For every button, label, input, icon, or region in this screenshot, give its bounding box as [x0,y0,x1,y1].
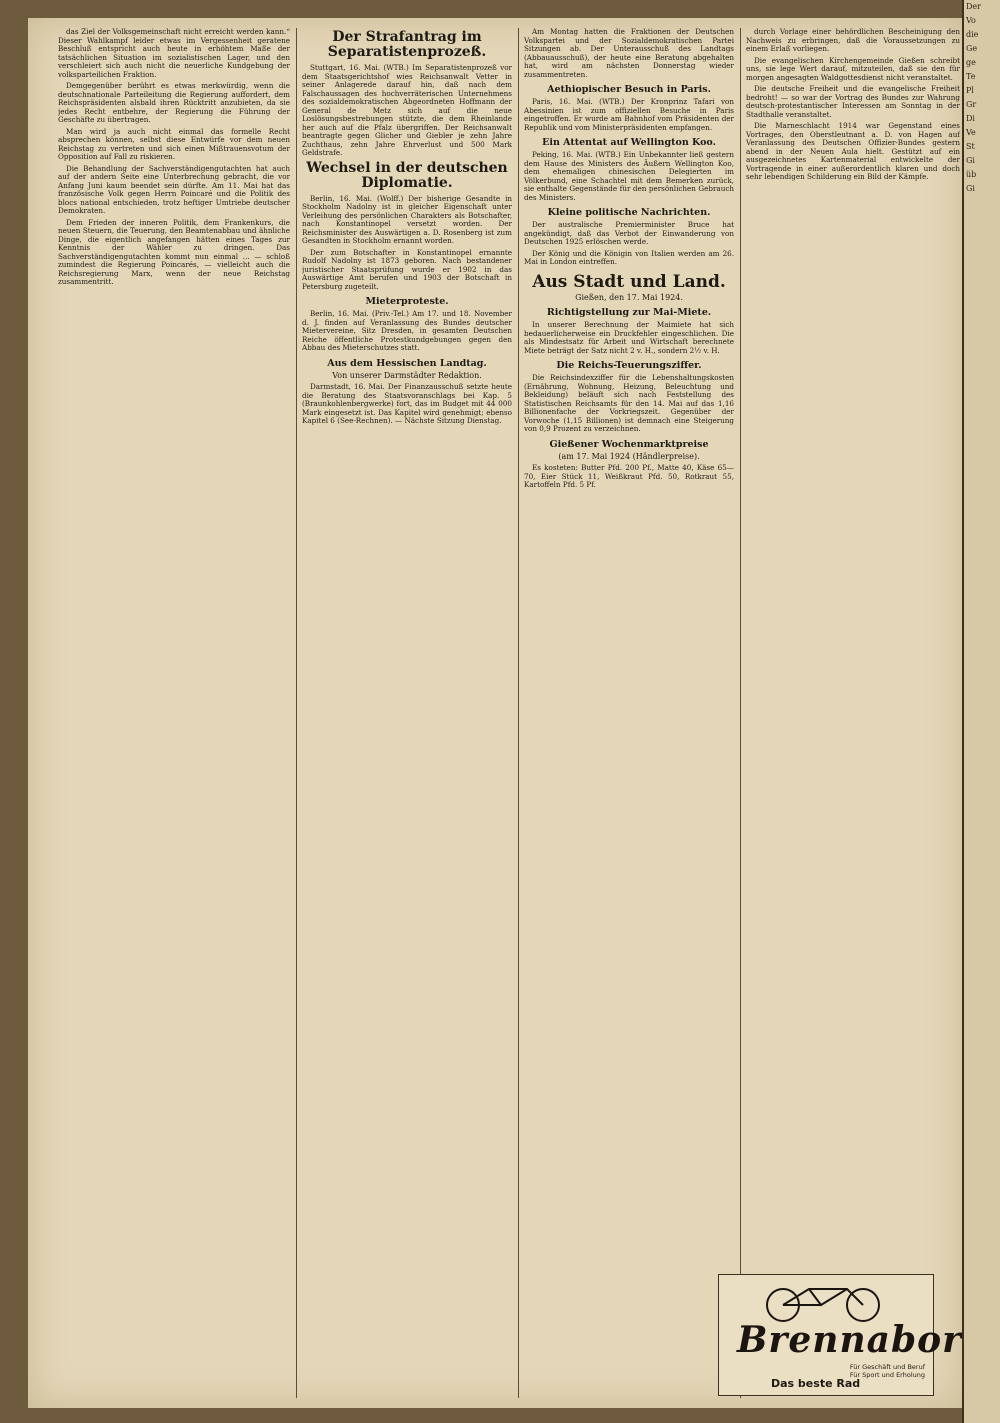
headline-attack-koo: Ein Attentat auf Wellington Koo. [542,137,716,148]
article-paragraph: Stuttgart, 16. Mai. (WTB.) Im Separatistenprozeß vor dem Staatsgerichtshof wies Reichsanwalt Vetter in seiner Anlagerede darauf hin, daß nach dem Falschaussagen des hochverräterischen Unternehmens des sozialdemokratischen Abgeordneten Hoffmann der General de Metz sich auf die neue Loslösungsbestrebungen stützte, die dem Rheinlande her auch auf die Pfalz übergriffen. Der Reichsanwalt beantragte gegen Glicher und Giebler je zehn Jahre Zuchthaus, zehn Jahre Ehrverlust und 500 Mark Geldstrafe. [302,63,512,157]
brennabor-advertisement [718,1274,963,1396]
headline-political-news: Kleine politische Nachrichten. [547,207,711,218]
article-paragraph: Die deutsche Freiheit und die evangelische Freiheit bedroht! — so war der Vortrag des Bundes zur Wahrung deutsch-protestantischer Interessen am Sonntag in der Stadthalle veranstaltet. [746,84,960,119]
column-divider [296,28,297,1398]
column-2 [302,28,512,1398]
subhead: (am 17. Mai 1924 (Händlerpreise). [558,451,700,461]
edge-text: die [966,30,979,39]
edge-text: üb [966,170,977,179]
ad-subtext-line: Für Sport und Erholung [849,1371,925,1379]
article-paragraph: Berlin, 16. Mai. (Priv.-Tel.) Am 17. und 18. November d. J. finden auf Veranlassung des Bundes deutscher Mietervereine, Sitz Dresden, in gesamten Deutschen Reiche öffentliche Protestkundgebungen gegen den Abbau des Mieterschutzes statt. [302,309,512,352]
headline-separatist-trial: Der Strafantrag im Separatistenprozeß. [327,29,487,60]
column-3 [524,28,734,1398]
article-paragraph: Die Reichsindexziffer für die Lebenshaltungskosten (Ernährung, Wohnung, Heizung, Beleuchtung und Bekleidung) beläuft sich nach Feststellung des Statistischen Reichsamts für den 14. Mai auf das 1,16 Billionenfache der Vorkriegszeit. Gegenüber der Vorwoche (1,15 Billionen) ist demnach eine Steigerung von 0,9 Prozent zu verzeichnen. [524,373,734,433]
bicycle-icon [759,1279,889,1323]
edge-text: Pl [966,86,974,95]
edge-text: Te [966,72,976,81]
article-paragraph: Die Behandlung der Sachverständigengutachten hat auch auf der andern Seite eine Unterbrechung gebracht, die vor Anfang Juni kaum beendet sein dürfte. Am 11. Mai hat das französische Volk gegen Herrn Poincaré und die Politik des blocs national entschieden, trotz heftiger Umtriebe deutscher Demokraten. [58,163,290,215]
headline-diplomacy: Wechsel in der deutschen Diplomatie. [306,159,508,191]
column-divider [740,28,741,1398]
edge-text: Ge [966,44,978,53]
newspaper-page [28,18,964,1408]
subhead: Von unserer Darmstädter Redaktion. [332,370,482,380]
article-paragraph: Demgegenüber berührt es etwas merkwürdig, wenn die deutschnationale Parteileitung die Regierung auffordert, dem Reichspräsidenten alsbald ihren Rücktritt anzubieten, da sie jedes Recht entbehre, der Regierung die Führung der Geschäfte zu übertragen. [58,81,290,124]
edge-text: Gi [966,156,975,165]
headline-may-rent: Richtigstellung zur Mai-Miete. [546,307,712,318]
article-paragraph: Die Marneschlacht 1914 war Gegenstand eines Vortrages, den Oberstleutnant a. D. von Hagen auf Veranlassung des Deutschen Offizier-Bundes gestern abend in der Neuen Aula hielt. Gestützt auf ein ausgezeichnetes Kartenmaterial entwickelte der Vortragende in einer außerordentlich klaren und doch sehr lebendigen Schilderung ein Bild der Kämpfe. [746,121,960,181]
article-paragraph: Dem Frieden der inneren Politik, dem Frankenkurs, die neuen Steuern, die Teuerung, den Beamtenabbau und ähnliche Dinge, die eigentlich angefangen hätten eines Tages zur Kenntnis der Wähler zu dringen. Das Sachverständigengutachten kommt nun einmal ... — schloß zumindest die Regierung Poincarés, — vielleicht auch die Reichsregierung Marx, wenn der neue Reichstag zusammentritt. [58,217,290,286]
dateline: Gießen, den 17. Mai 1924. [575,292,683,302]
headline-tenant-protests: Mieterproteste. [365,296,449,307]
article-paragraph: Darmstadt, 16. Mai. Der Finanzausschuß setzte heute die Beratung des Staatsvoranschlags bei Kap. 5 (Braunkohlenbergwerke) fort, das im Budget mit 44 000 Mark eingesetzt ist. Das Kapitel wird genehmigt; ebenso Kapitel 6 (See-Rechnen). — Nächste Sitzung Dienstag. [302,382,512,425]
article-paragraph: Der zum Botschafter in Konstantinopel ernannte Rudolf Nadolny ist 1873 geboren. Nach bestandener juristischer Staatsprüfung wurde er 1902 in das Auswärtige Amt berufen und 1903 der Botschaft in Petersburg zugeteilt. [302,247,512,291]
ad-subtext [850,1363,925,1379]
article-paragraph: Der australische Premierminister Bruce hat angekündigt, daß das Verbot der Einwanderung von Deutschen 1925 erlöschen werde. [524,220,734,246]
headline-market-prices: Gießener Wochenmarktpreise [549,438,709,450]
article-paragraph: Am Montag hatten die Fraktionen der Deutschen Volkspartei und der Sozialdemokratischen Partei Sitzungen ab. Der Unterausschuß des Landtags (Abbauausschuß), der heute eine Beratung abgehalten hat, wird am nächsten Donnerstag wieder zusammentreten. [524,28,734,79]
adjacent-page-edge [962,0,1000,1423]
headline-hessian-parliament: Aus dem Hessischen Landtag. [327,357,487,369]
edge-text: Di [966,114,975,123]
article-paragraph: durch Vorlage einer behördlichen Bescheinigung den Nachweis zu erbringen, daß die Voraussetzungen zu einem Erlaß vorliegen. [746,28,960,53]
edge-text: St [966,142,975,151]
edge-text: Vo [966,16,976,25]
ad-subtext-line: Für Geschäft und Beruf [849,1363,925,1371]
edge-text: Ve [966,128,976,137]
article-paragraph: Es kosteten: Butter Pfd. 200 Pf., Matte 40, Käse 65—70, Eier Stück 11, Weißkraut Pfd. 50, Rotkraut 55, Kartoffeln Pfd. 5 Pf. [524,463,734,489]
article-paragraph: Paris, 16. Mai. (WTB.) Der Kronprinz Tafari von Abessinien ist zum offiziellen Besuche in Paris eingetroffen. Er wurde am Bahnhof vom Präsidenten der Republik und vom Ministerpräsidenten empfangen. [524,97,734,132]
section-title-city-country: Aus Stadt und Land. [532,271,726,292]
edge-text: ge [966,58,976,67]
edge-text: Gi [966,184,975,193]
article-paragraph: das Ziel der Volksgemeinschaft nicht erreicht werden kann.“ Dieser Wahlkampf leider etwas im Vergessenheit geratene Beschluß entspricht auch heute in erhöhtem Maße der tatsächlichen Situation im sozialistischen Lager, und den verschleiert sich auch nicht die neuerliche Kundgebung der volksparteilichen Fraktion. [58,28,290,79]
article-paragraph: Berlin, 16. Mai. (Wolff.) Der bisherige Gesandte in Stockholm Nadolny ist in gleicher Eigenschaft unter Verleihung des persönlichen Charakters als Botschafter, nach Konstantinopel versetzt worden. Der Reichsminister des Auswärtigen a. D. Rosenberg ist zum Gesandten in Stockholm ernannt worden. [302,193,512,245]
edge-text: Der [966,2,981,11]
column-4 [746,28,960,1264]
headline-ethiopian-visit: Aethiopischer Besuch in Paris. [547,84,711,95]
brand-logo: Brennabor [737,1319,963,1361]
article-paragraph: Die evangelischen Kirchengemeinde Gießen schreibt uns, sie lege Wert darauf, mitzuteilen, daß sie den für morgen angesagten Waldgottesdienst nicht veranstaltet. [746,55,960,82]
article-paragraph: In unserer Berechnung der Maimiete hat sich bedauerlicherweise ein Druckfehler eingeschlichen. Die als Mindestsatz für Arbeit und Wirtschaft berechnete Miete beträgt der Satz nicht 2 v. H., sondern 2½ v. H. [524,320,734,355]
headline-cost-index: Die Reichs-Teuerungsziffer. [556,360,702,371]
ad-tagline: Das beste Rad [771,1377,861,1390]
article-paragraph: Der König und die Königin von Italien werden am 26. Mai in London eintreffen. [524,248,734,266]
column-1 [58,28,290,1398]
article-paragraph: Peking, 16. Mai. (WTB.) Ein Unbekannter ließ gestern dem Hause des Ministers des Äußern Wellington Koo, dem ehemaligen chinesischen Delegierten im Völkerbund, eine Schachtel mit dem Bemerken zurück, sie enthalte Gegenstände für den persönlichen Gebrauch des Ministers. [524,150,734,202]
edge-text: Gr [966,100,977,109]
column-divider [518,28,519,1398]
article-paragraph: Man wird ja auch nicht einmal das formelle Recht absprechen können, selbst diese Entwürfe vor dem neuen Reichstag zu vertreten und sich einen Mißtrauensvotum der Opposition auf Fall zu riskieren. [58,126,290,161]
